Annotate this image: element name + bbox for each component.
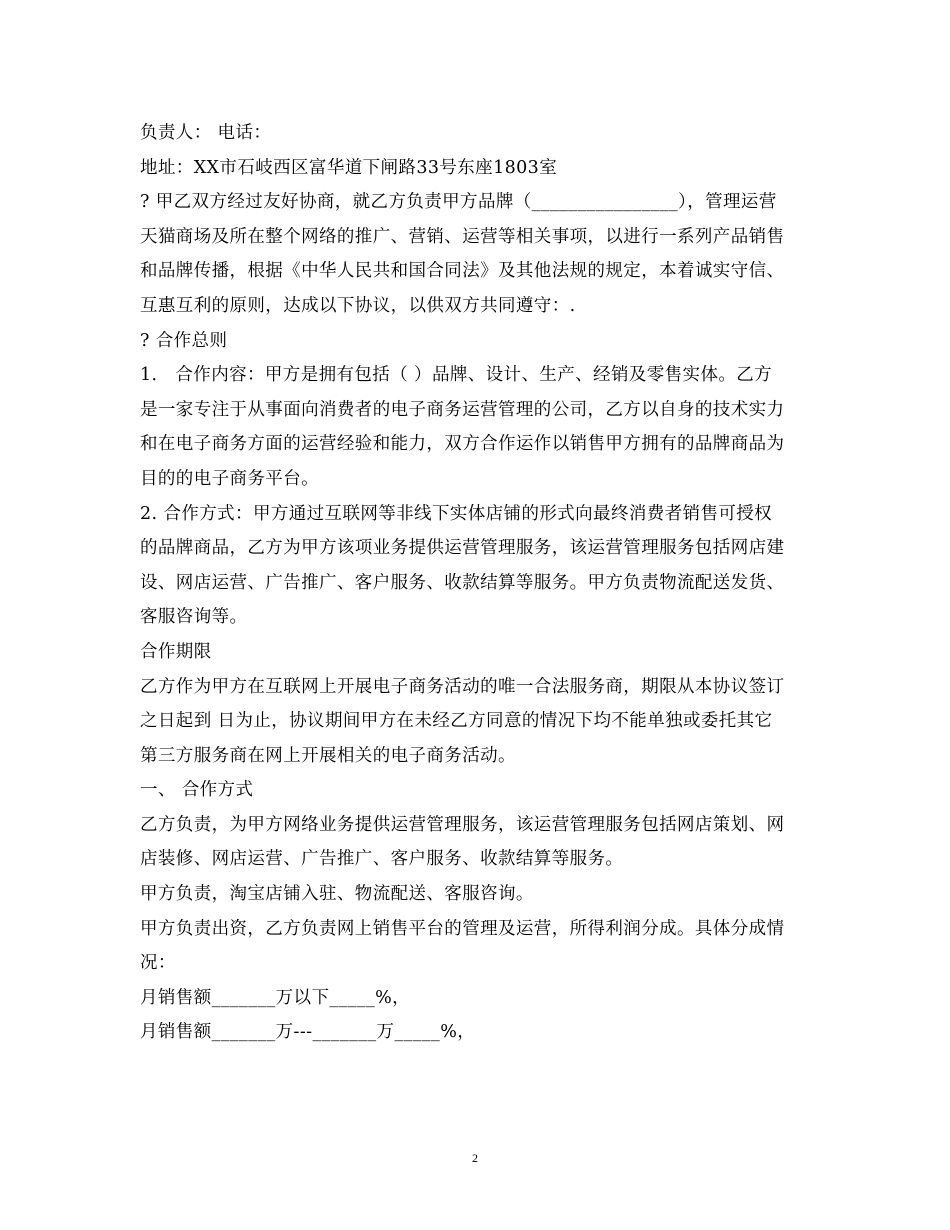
contact-person-line: 负责人： 电话： <box>140 123 272 143</box>
sales-tier-line: 月销售额_______万---_______万_____%， <box>140 1022 476 1043</box>
clause-2-line: 的品牌商品，乙方为甲方该项业务提供运营管理服务，该运营管理服务包括网店建 <box>140 538 785 559</box>
preamble-line: 天猫商场及所在整个网络的推广、营销、运营等相关事项，以进行一系列产品销售 <box>140 226 785 247</box>
clause-1-line: 目的的电子商务平台。 <box>140 468 319 489</box>
page-number: 2 <box>472 1151 478 1165</box>
preamble-line: ? 甲乙双方经过友好协商，就乙方负责甲方品牌（________________），管理运营 <box>140 192 777 213</box>
document-body <box>140 116 812 1050</box>
profit-sharing-line: 甲方负责出资，乙方负责网上销售平台的管理及运营，所得利润分成。具体分成情 <box>140 918 785 939</box>
preamble-line: 互惠互利的原则，达成以下协议，以供双方共同遵守：. <box>140 295 576 316</box>
clause-1-line: 1． 合作内容：甲方是拥有包括（ ）品牌、设计、生产、经销及零售实体。乙方 <box>140 365 773 386</box>
section-heading-term: 合作期限 <box>140 641 212 662</box>
clause-2-line: 客服咨询等。 <box>140 607 248 628</box>
preamble-line: 和品牌传播，根据《中华人民共和国合同法》及其他法规的规定，本着诚实守信、 <box>140 261 785 282</box>
clause-1-line: 是一家专注于从事面向消费者的电子商务运营管理的公司，乙方以自身的技术实力 <box>140 399 785 420</box>
term-paragraph-line: 乙方作为甲方在互联网上开展电子商务活动的唯一合法服务商，期限从本协议签订 <box>140 676 785 697</box>
clause-2-line: 设、网店运营、广告推广、客户服务、收款结算等服务。甲方负责物流配送发货、 <box>140 572 785 593</box>
section-heading-cooperation-mode: 一、 合作方式 <box>140 780 254 801</box>
term-paragraph-line: 之日起到 日为止，协议期间甲方在未经乙方同意的情况下均不能单独或委托其它 <box>140 711 773 732</box>
clause-1-line: 和在电子商务方面的运营经验和能力，双方合作运作以销售甲方拥有的品牌商品为 <box>140 434 785 455</box>
party-b-duty-line: 乙方负责，为甲方网络业务提供运营管理服务，该运营管理服务包括网店策划、网 <box>140 814 785 835</box>
sales-tier-line: 月销售额_______万以下_____%， <box>140 987 411 1008</box>
section-heading-general-principles: ? 合作总则 <box>140 330 228 351</box>
term-paragraph-line: 第三方服务商在网上开展相关的电子商务活动。 <box>140 745 516 766</box>
party-b-duty-line: 店装修、网店运营、广告推广、客户服务、收款结算等服务。 <box>140 849 624 870</box>
address-line: 地址：XX市石岐西区富华道下闸路33号东座1803室 <box>140 157 558 178</box>
party-a-duty-line: 甲方负责，淘宝店铺入驻、物流配送、客服咨询。 <box>140 884 534 905</box>
clause-2-line: 2. 合作方式：甲方通过互联网等非线下实体店铺的形式向最终消费者销售可授权 <box>140 503 773 524</box>
profit-sharing-line: 况： <box>140 953 176 974</box>
